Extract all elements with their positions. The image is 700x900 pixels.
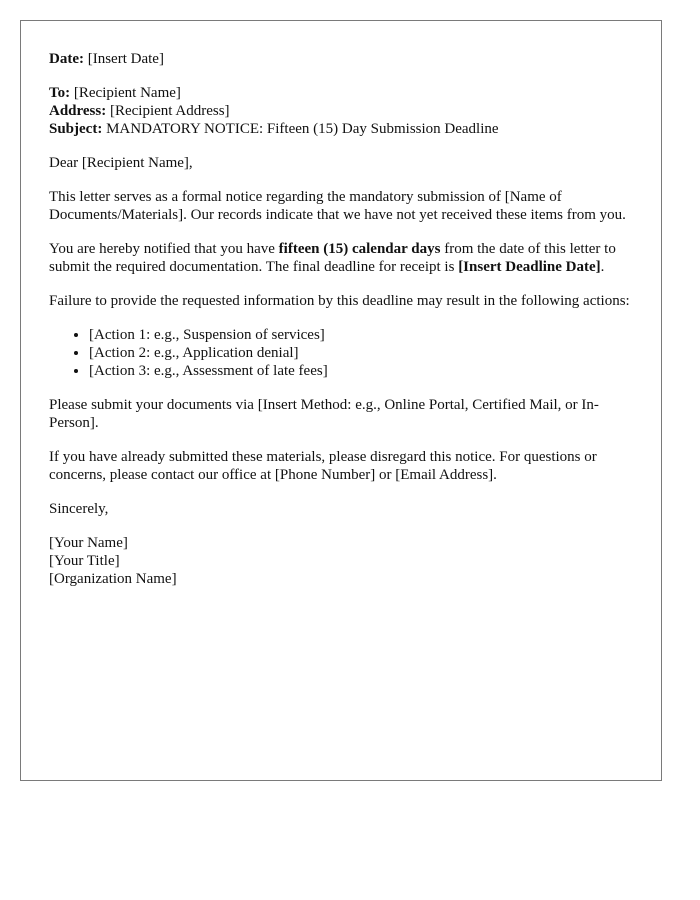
p2-text-a: You are hereby notified that you have xyxy=(49,241,279,257)
p2-text-b: from the date of this letter to submit the required documentation. The final deadline for receipt is xyxy=(49,241,616,275)
deadline-days: fifteen (15) calendar days xyxy=(278,241,441,257)
subject-label: Subject: xyxy=(49,121,103,137)
address-line xyxy=(49,102,633,120)
to-value: [Recipient Name] xyxy=(73,85,181,101)
list-item: • [Action 1: e.g., Suspension of services] xyxy=(89,326,633,344)
date-line xyxy=(49,50,633,68)
date-label: Date: xyxy=(49,51,84,67)
to-label: To: xyxy=(49,85,71,101)
signature-organization: [Organization Name] xyxy=(49,571,177,587)
recipient-block xyxy=(49,84,633,138)
list-item: • [Action 2: e.g., Application denial] xyxy=(89,344,633,362)
body-paragraph-4: Please submit your documents via [Insert Method: e.g., Online Portal, Certified Mail, or In-Person]. xyxy=(49,397,599,431)
p2-text-c: . xyxy=(600,259,605,275)
subject-line xyxy=(49,120,633,138)
salutation: Dear [Recipient Name], xyxy=(49,155,193,171)
address-value: [Recipient Address] xyxy=(109,103,230,119)
subject-value: MANDATORY NOTICE: Fifteen (15) Day Submission Deadline xyxy=(106,121,499,137)
signature-name: [Your Name] xyxy=(49,535,128,551)
body-paragraph-2 xyxy=(49,240,633,276)
body-paragraph-3: Failure to provide the requested information by this deadline may result in the following actions: xyxy=(49,293,630,309)
to-line xyxy=(49,84,633,102)
closing: Sincerely, xyxy=(49,501,109,517)
actions-list xyxy=(49,326,633,380)
list-item: • [Action 3: e.g., Assessment of late fees] xyxy=(89,362,633,380)
date-value: [Insert Date] xyxy=(87,51,164,67)
signature-block xyxy=(49,534,633,588)
deadline-date: [Insert Deadline Date] xyxy=(458,259,601,275)
signature-title: [Your Title] xyxy=(49,553,120,569)
letter-page xyxy=(20,20,662,781)
body-paragraph-1: This letter serves as a formal notice regarding the mandatory submission of [Name of Documents/Materials]. Our records indicate that we have not yet received these items from you. xyxy=(49,189,626,223)
address-label: Address: xyxy=(49,103,107,119)
body-paragraph-5: If you have already submitted these materials, please disregard this notice. For questions or concerns, please contact our office at [Phone Number] or [Email Address]. xyxy=(49,449,597,483)
